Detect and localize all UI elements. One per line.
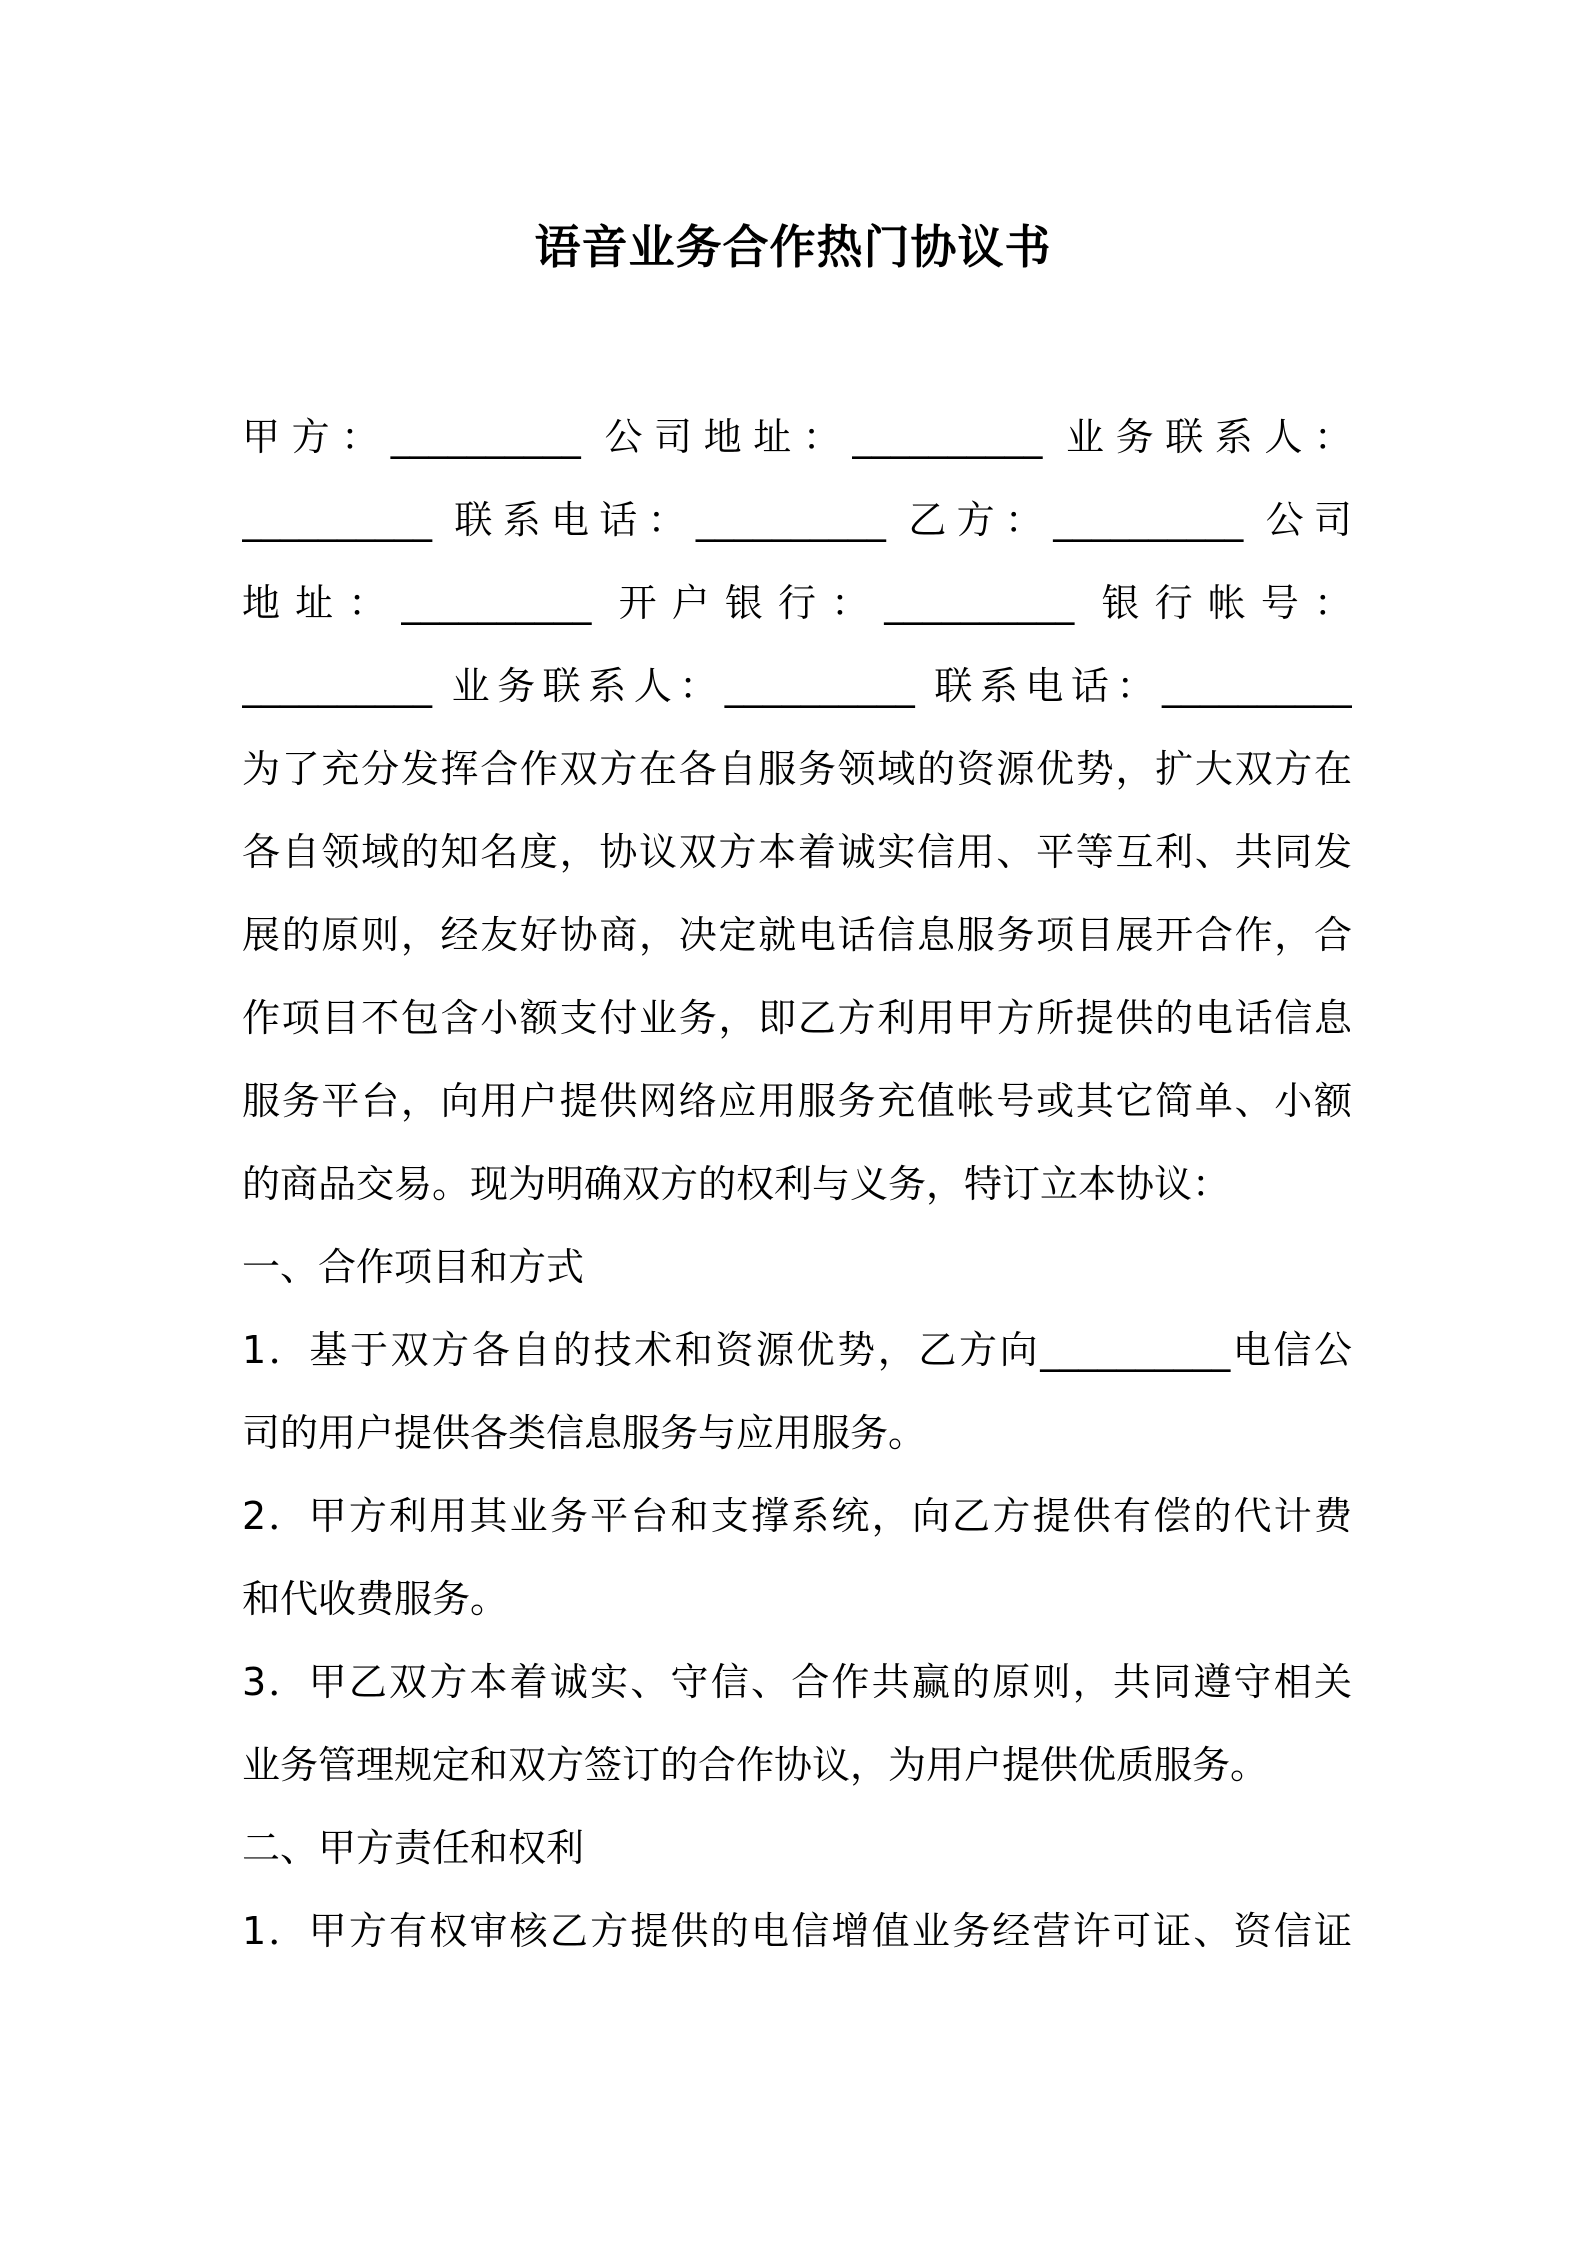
bank-account-blank: __________ — [242, 664, 432, 708]
address-field: 地址：__________ — [242, 581, 592, 625]
section-heading-1: 一、合作项目和方式 — [242, 1245, 585, 1289]
business-contact-field: 业务联系人：__________ — [451, 664, 915, 708]
bank-field: 开户银行：__________ — [618, 581, 1075, 625]
clause-1-1: 1．基于双方各自的技术和资源优势，乙方向__________电信公 — [242, 1328, 1352, 1372]
phone-field-b: 联系电话：__________ — [934, 664, 1352, 708]
party-line-3 — [242, 562, 1352, 645]
business-contact-blank: __________ — [242, 498, 432, 542]
party-line-4 — [242, 645, 1352, 728]
document-title: 语音业务合作热门协议书 — [534, 220, 1052, 274]
body-line: 服务平台，向用户提供网络应用服务充值帐号或其它简单、小额 — [242, 1079, 1352, 1123]
clause-1-1-cont: 司的用户提供各类信息服务与应用服务。 — [242, 1411, 927, 1455]
phone-field: 联系电话：__________ — [454, 498, 886, 542]
clause-1-3: 3．甲乙双方本着诚实、守信、合作共赢的原则，共同遵守相关 — [242, 1660, 1352, 1704]
company-label-start: 公司 — [1265, 498, 1352, 542]
clause-2-1: 1．甲方有权审核乙方提供的电信增值业务经营许可证、资信证 — [242, 1909, 1352, 1953]
business-contact-label: 业务联系人： — [1066, 415, 1352, 459]
clause-1-2: 2．甲方利用其业务平台和支撑系统，向乙方提供有偿的代计费 — [242, 1494, 1352, 1538]
party-line-2 — [242, 479, 1352, 562]
document-body — [242, 396, 1352, 1973]
company-address-field: 公司地址：__________ — [604, 415, 1043, 459]
section-heading-2: 二、甲方责任和权利 — [242, 1826, 585, 1870]
party-a-field: 甲方：__________ — [242, 415, 581, 459]
party-line-1 — [242, 396, 1352, 479]
body-line: 展的原则，经友好协商，决定就电话信息服务项目展开合作，合 — [242, 913, 1352, 957]
body-line: 各自领域的知名度，协议双方本着诚实信用、平等互利、共同发 — [242, 830, 1352, 874]
clause-1-2-cont: 和代收费服务。 — [242, 1577, 509, 1621]
clause-1-3-cont: 业务管理规定和双方签订的合作协议，为用户提供优质服务。 — [242, 1743, 1269, 1787]
body-line: 的商品交易。现为明确双方的权利与义务，特订立本协议： — [242, 1162, 1231, 1206]
body-line: 作项目不包含小额支付业务，即乙方利用甲方所提供的电话信息 — [242, 996, 1352, 1040]
party-b-field: 乙方：__________ — [908, 498, 1244, 542]
body-line: 为了充分发挥合作双方在各自服务领域的资源优势，扩大双方在 — [242, 747, 1352, 791]
bank-account-label: 银行帐号： — [1101, 581, 1352, 625]
